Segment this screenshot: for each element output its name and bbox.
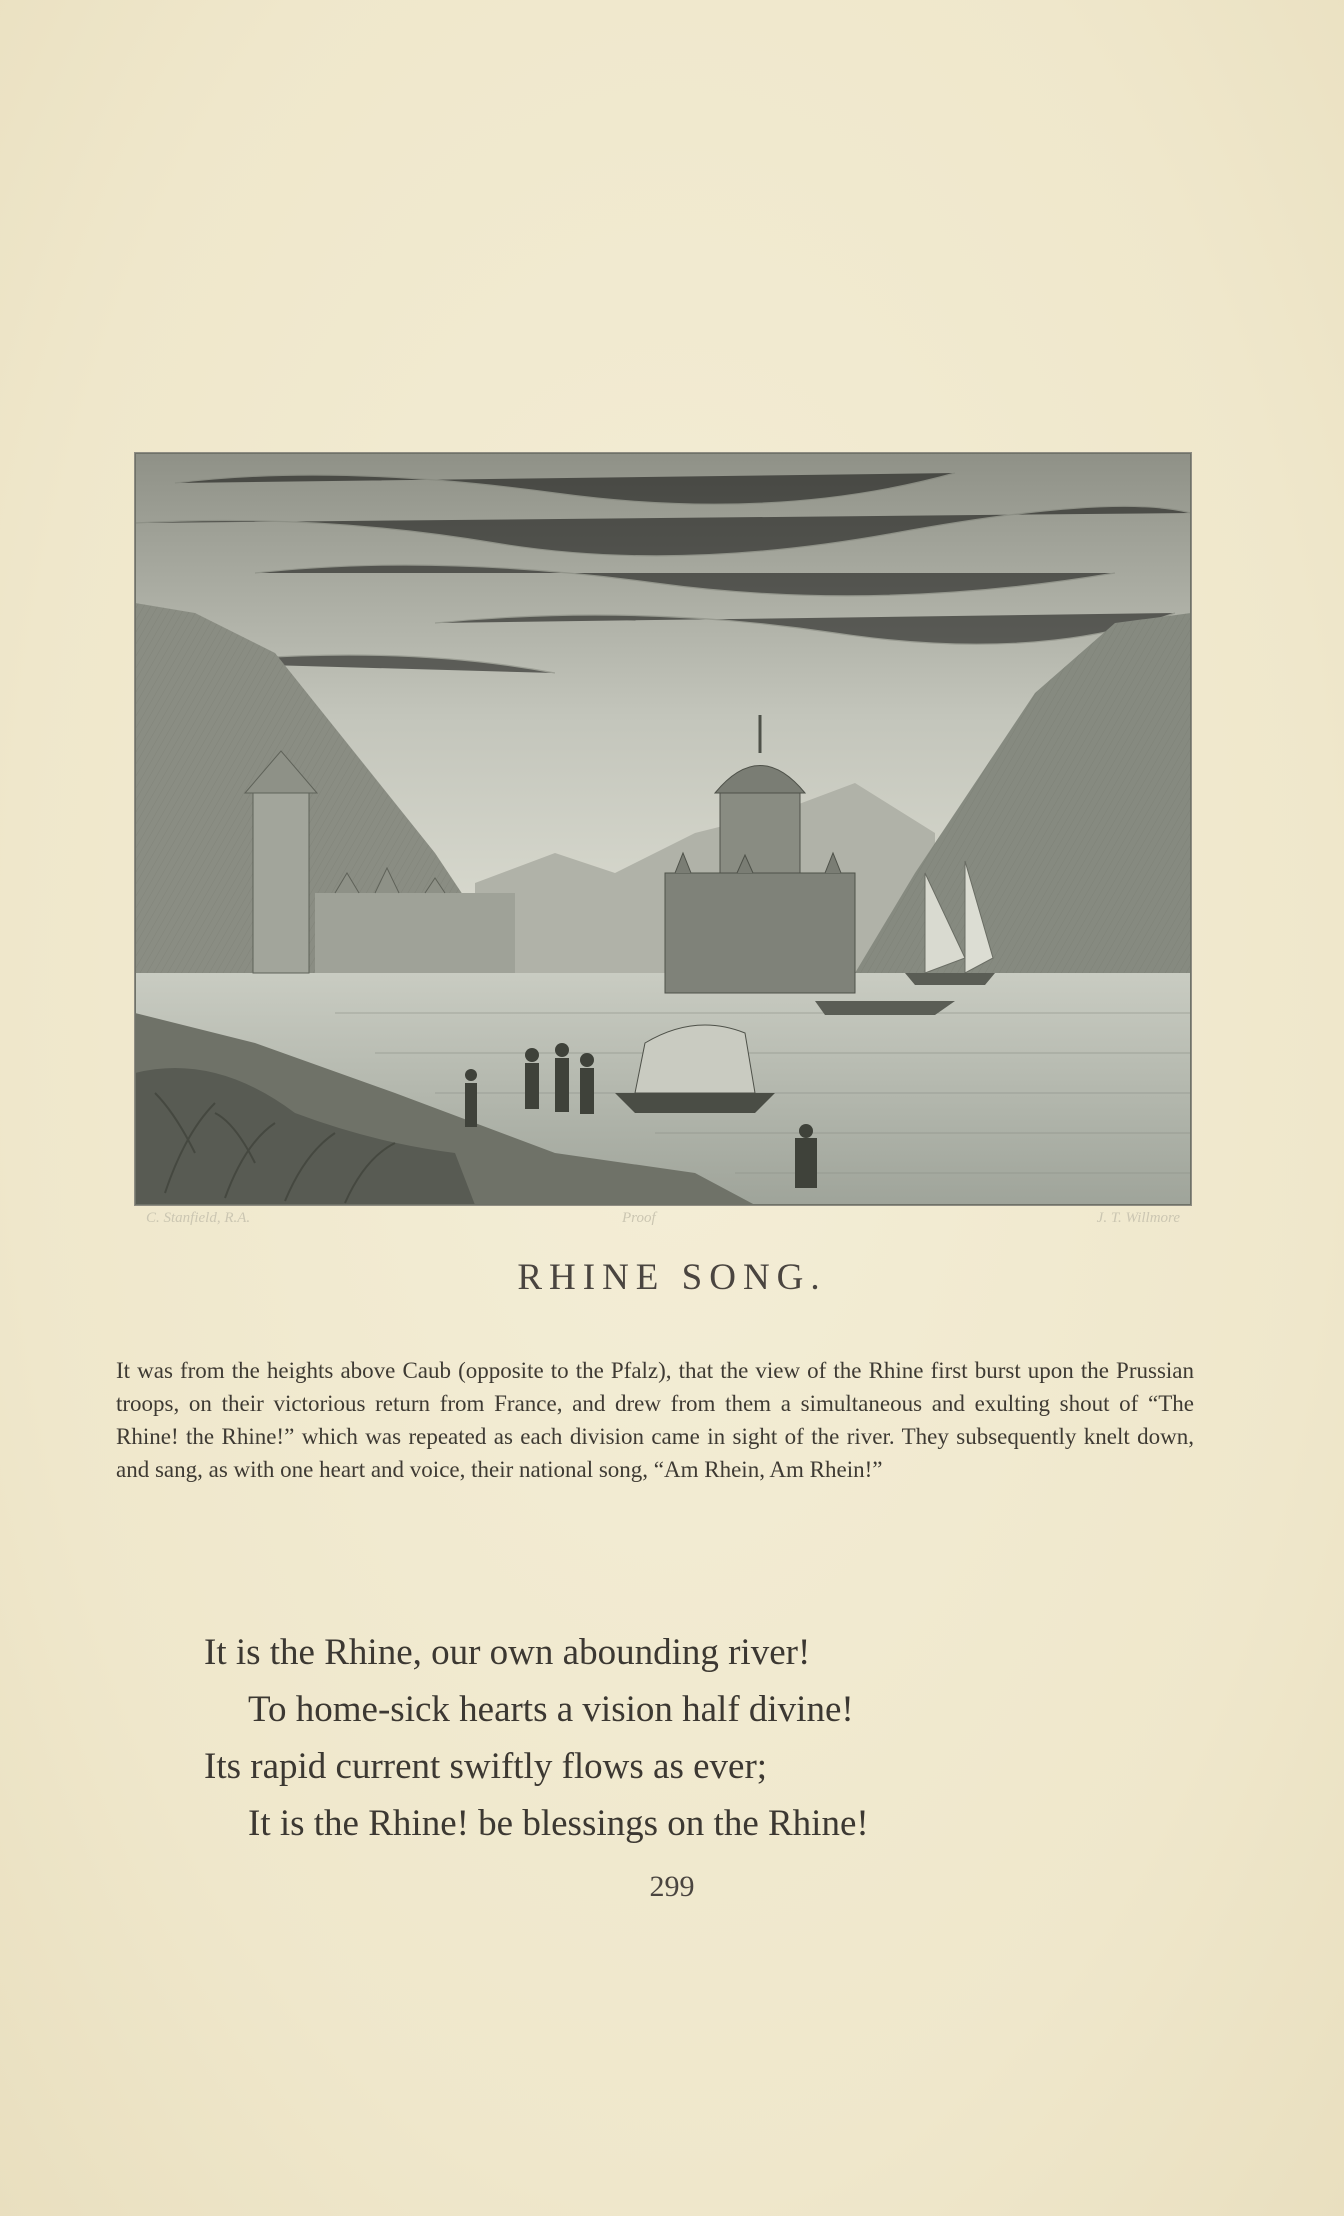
verse-line: It is the Rhine! be blessings on the Rhine!	[248, 1803, 869, 1844]
verse-line: It is the Rhine, our own abounding river!	[204, 1632, 811, 1673]
verse-line: Its rapid current swiftly flows as ever;	[204, 1746, 768, 1787]
engraver-credit: J. T. Willmore	[1096, 1210, 1180, 1226]
verse-line: To home-sick hearts a vision half divine!	[248, 1689, 854, 1730]
rhine-pfalz-engraving	[135, 453, 1191, 1205]
verse-stanza	[204, 1624, 1204, 1852]
plate-credits	[134, 1210, 1190, 1234]
page-number: 299	[649, 1870, 695, 1903]
poem-title: RHINE SONG.	[517, 1257, 827, 1298]
engraving-plate	[134, 452, 1192, 1206]
intro-paragraph: It was from the heights above Caub (opposite to the Pfalz), that the view of the Rhine first burst upon the Prussian troops, on their victorious return from France, and drew from them a simultaneous and exulting shout of “The Rhine! the Rhine!” which was repeated as each division came in sight of the river. They subsequently knelt down, and sang, as with one heart and voice, their national song, “Am Rhein, Am Rhein!”	[116, 1358, 1194, 1482]
artist-credit: C. Stanfield, R.A.	[146, 1210, 251, 1226]
proof-credit: Proof	[622, 1210, 656, 1226]
